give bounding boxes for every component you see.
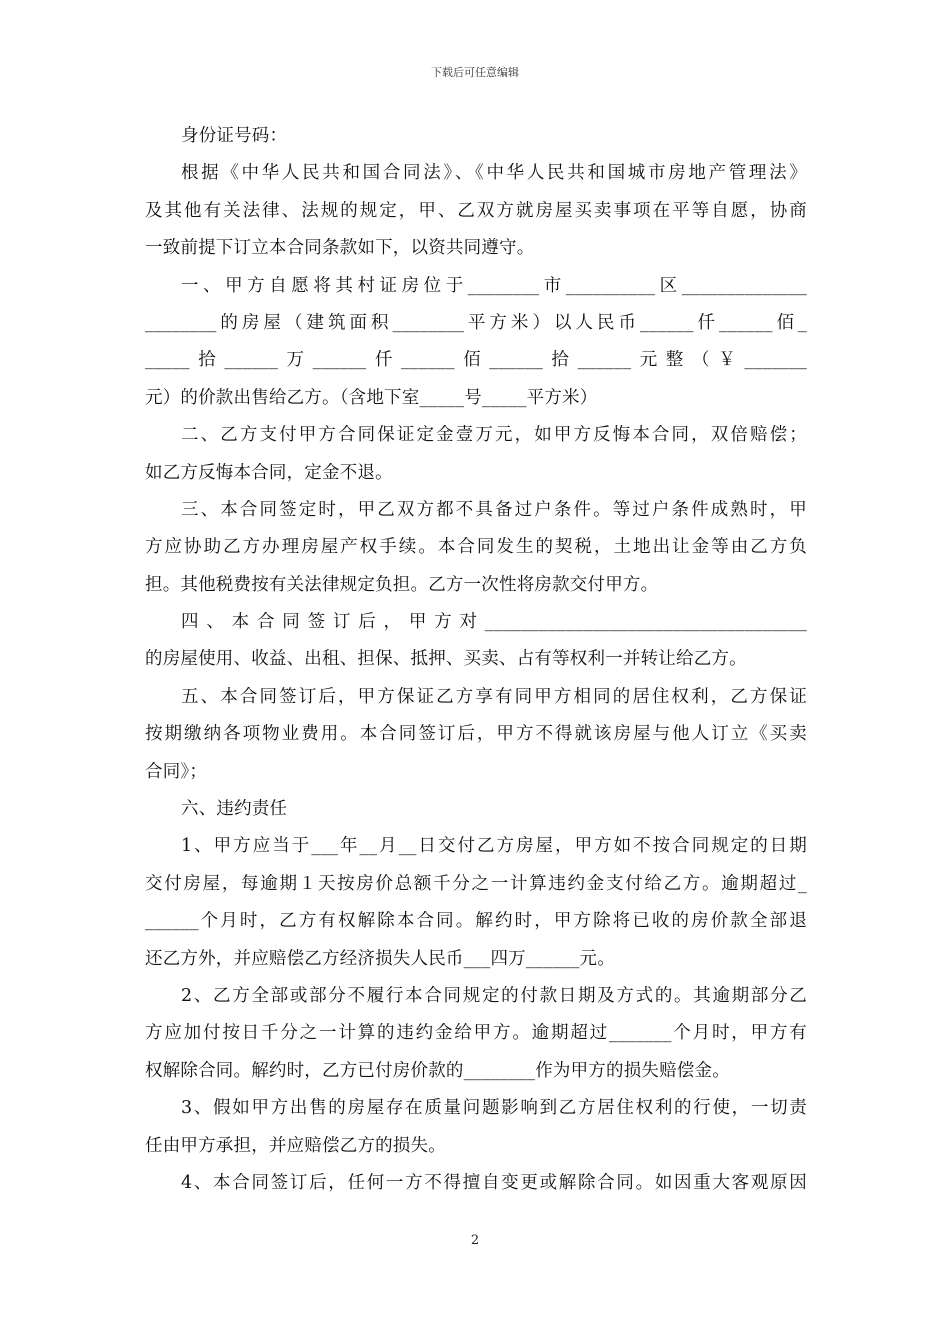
text-line: 任由甲方承担，并应赔偿乙方的损失。 xyxy=(145,1135,446,1156)
text-line: 一致前提下订立本合同条款如下，以资共同遵守。 xyxy=(145,238,535,259)
text-line: 二、乙方支付甲方合同保证定金壹万元，如甲方反悔本合同，双倍赔偿； xyxy=(181,425,807,446)
page-number: 2 xyxy=(470,1233,480,1248)
text-line: 4、本合同签订后，任何一方不得擅自变更或解除合同。如因重大客观原因 xyxy=(181,1172,807,1193)
page-header: 下载后可任意编辑 xyxy=(431,66,519,79)
text-line: ________的房屋（建筑面积________平方米）以人民币______仟______佰_ xyxy=(145,312,807,333)
text-line: 如乙方反悔本合同，定金不退。 xyxy=(145,462,393,483)
text-line: 一、甲方自愿将其村证房位于________市__________区______________ xyxy=(181,275,807,296)
text-line: 三、本合同签定时，甲乙双方都不具备过户条件。等过户条件成熟时，甲 xyxy=(181,499,807,520)
text-line: 元）的价款出售给乙方。（含地下室_____号_____平方米） xyxy=(145,387,598,408)
text-line: ______个月时，乙方有权解除本合同。解约时，甲方除将已收的房价款全部退 xyxy=(145,911,807,932)
text-line: 权解除合同。解约时，乙方已付房价款的________作为甲方的损失赔偿金。 xyxy=(145,1060,730,1081)
text-line: 身份证号码： xyxy=(181,126,288,146)
text-line: 担。其他税费按有关法律规定负担。乙方一次性将房款交付甲方。 xyxy=(145,574,659,595)
text-line: 方应协助乙方办理房屋产权手续。本合同发生的契税，土地出让金等由乙方负 xyxy=(145,537,807,558)
text-line: 根据《中华人民共和国合同法》、《中华人民共和国城市房地产管理法》 xyxy=(181,163,807,184)
text-line: 2、乙方全部或部分不履行本合同规定的付款日期及方式的。其逾期部分乙 xyxy=(181,985,807,1006)
text-line: 的房屋使用、收益、出租、担保、抵押、买卖、占有等权利一并转让给乙方。 xyxy=(145,649,747,670)
text-line: 及其他有关法律、法规的规定，甲、乙双方就房屋买卖事项在平等自愿，协商 xyxy=(145,200,807,221)
text-line: 1、甲方应当于___年__月__日交付乙方房屋，甲方如不按合同规定的日期 xyxy=(181,836,807,857)
section-heading: 六、违约责任 xyxy=(181,799,288,820)
text-line: _____拾______万______仟______佰______拾______元整（￥_______ xyxy=(145,350,807,371)
text-line: 五、本合同签订后，甲方保证乙方享有同甲方相同的居住权利，乙方保证 xyxy=(181,686,807,707)
text-line: 四、本合同签订后，甲方对____________________________________ xyxy=(181,612,807,633)
text-line: 按期缴纳各项物业费用。本合同签订后，甲方不得就该房屋与他人订立《买卖 xyxy=(145,724,807,745)
contract-body xyxy=(145,118,807,1202)
text-line: 方应加付按日千分之一计算的违约金给甲方。逾期超过_______个月时，甲方有 xyxy=(145,1023,807,1044)
text-line: 还乙方外，并应赔偿乙方经济损失人民币___四万______元。 xyxy=(145,948,615,969)
text-line: 交付房屋，每逾期１天按房价总额千分之一计算违约金支付给乙方。逾期超过_ xyxy=(145,873,807,894)
text-line: 合同》； xyxy=(145,761,208,782)
text-line: 3、假如甲方出售的房屋存在质量问题影响到乙方居住权利的行使，一切责 xyxy=(181,1098,807,1119)
